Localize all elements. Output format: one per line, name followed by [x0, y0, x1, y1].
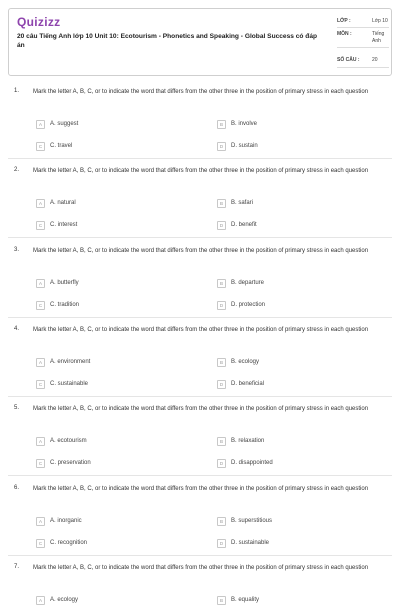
option-checkbox[interactable]: D — [217, 142, 226, 151]
option-checkbox[interactable]: B — [217, 120, 226, 129]
option-text: A. natural — [50, 200, 76, 207]
option-checkbox[interactable]: A — [36, 199, 45, 208]
question-text: Mark the letter A, B, C, or to indicate the word that differs from the other three in the position of primary stress in each question — [33, 247, 369, 254]
option-text: C. recognition — [50, 539, 88, 546]
option-checkbox[interactable]: D — [217, 380, 226, 389]
option-checkbox[interactable]: D — [217, 459, 226, 468]
question-text: Mark the letter A, B, C, or to indicate the word that differs from the other three in the position of primary stress in each question — [33, 485, 369, 492]
subject-value: Tiếng Anh — [372, 31, 385, 44]
class-value: Lớp 10 — [372, 18, 388, 24]
option-text: B. equality — [231, 596, 260, 603]
question-divider — [8, 158, 392, 159]
option-text: B. relaxation — [231, 438, 265, 445]
quizizz-logo: Quizizz — [17, 15, 61, 29]
option-text: C. interest — [50, 222, 78, 229]
meta-divider — [337, 27, 389, 28]
option-text: B. safari — [231, 200, 254, 207]
option-checkbox[interactable]: A — [36, 437, 45, 446]
option-checkbox[interactable]: A — [36, 517, 45, 526]
option-checkbox[interactable]: D — [217, 221, 226, 230]
option-text: A. ecology — [50, 596, 79, 603]
option-text: D. sustainable — [231, 539, 270, 546]
question-number: 2. — [14, 167, 20, 174]
option-checkbox[interactable]: C — [36, 142, 45, 151]
count-value: 20 — [372, 57, 378, 63]
option-checkbox[interactable]: D — [217, 539, 226, 548]
question-number: 5. — [14, 405, 20, 412]
option-checkbox[interactable]: B — [217, 596, 226, 605]
question-number: 7. — [14, 563, 20, 570]
option-checkbox[interactable]: A — [36, 120, 45, 129]
option-text: B. involve — [231, 121, 258, 127]
option-text: B. superstitious — [231, 517, 273, 524]
question-number: 3. — [14, 246, 20, 253]
question-divider — [8, 317, 392, 318]
question-text: Mark the letter A, B, C, or to indicate the word that differs from the other three in the position of primary stress in each question — [33, 168, 369, 175]
question-number: 4. — [14, 325, 20, 332]
question-text: Mark the letter A, B, C, or to indicate the word that differs from the other three in the position of primary stress in each question — [33, 326, 369, 333]
document-header — [8, 8, 392, 76]
question-number: 1. — [14, 88, 20, 94]
option-checkbox[interactable]: B — [217, 358, 226, 367]
question-number: 6. — [14, 484, 20, 491]
count-label: SỐ CÂU : — [337, 57, 360, 63]
option-checkbox[interactable]: C — [36, 459, 45, 468]
question-divider — [8, 237, 392, 238]
question-divider — [8, 396, 392, 397]
option-text: C. travel — [50, 143, 73, 149]
question-text: Mark the letter A, B, C, or to indicate the word that differs from the other three in the position of primary stress in each question — [33, 564, 369, 571]
option-text: A. butterfly — [50, 279, 79, 286]
option-text: D. disappointed — [231, 460, 273, 467]
option-checkbox[interactable]: D — [217, 301, 226, 310]
meta-divider — [337, 67, 389, 68]
option-checkbox[interactable]: C — [36, 539, 45, 548]
option-checkbox[interactable]: A — [36, 358, 45, 367]
option-checkbox[interactable]: C — [36, 301, 45, 310]
question-divider — [8, 475, 392, 476]
option-text: D. sustain — [231, 143, 258, 149]
option-checkbox[interactable]: B — [217, 517, 226, 526]
option-text: A. ecotourism — [50, 438, 87, 445]
option-checkbox[interactable]: C — [36, 380, 45, 389]
meta-divider — [337, 47, 389, 48]
option-checkbox[interactable]: A — [36, 596, 45, 605]
option-text: C. tradition — [50, 301, 80, 308]
option-text: D. protection — [231, 301, 266, 308]
option-checkbox[interactable]: B — [217, 279, 226, 288]
subject-label: MÔN : — [337, 31, 352, 37]
class-label: LỚP : — [337, 18, 351, 24]
option-text: A. suggest — [50, 121, 79, 127]
option-checkbox[interactable]: C — [36, 221, 45, 230]
option-text: D. beneficial — [231, 380, 265, 387]
option-checkbox[interactable]: B — [217, 199, 226, 208]
option-text: B. ecology — [231, 358, 260, 365]
option-checkbox[interactable]: B — [217, 437, 226, 446]
option-checkbox[interactable]: A — [36, 279, 45, 288]
option-text: D. benefit — [231, 222, 257, 229]
option-text: A. environment — [50, 358, 91, 365]
document-title: 20 câu Tiếng Anh lớp 10 Unit 10: Ecotourism - Phonetics and Speaking - Global Success có đáp án — [17, 33, 318, 49]
question-divider — [8, 555, 392, 556]
option-text: C. preservation — [50, 460, 91, 467]
question-text: Mark the letter A, B, C, or to indicate the word that differs from the other three in the position of primary stress in each question — [33, 89, 369, 95]
question-text: Mark the letter A, B, C, or to indicate the word that differs from the other three in the position of primary stress in each question — [33, 406, 369, 413]
option-text: A. inorganic — [50, 517, 82, 524]
option-text: B. departure — [231, 279, 265, 286]
option-text: C. sustainable — [50, 380, 89, 387]
